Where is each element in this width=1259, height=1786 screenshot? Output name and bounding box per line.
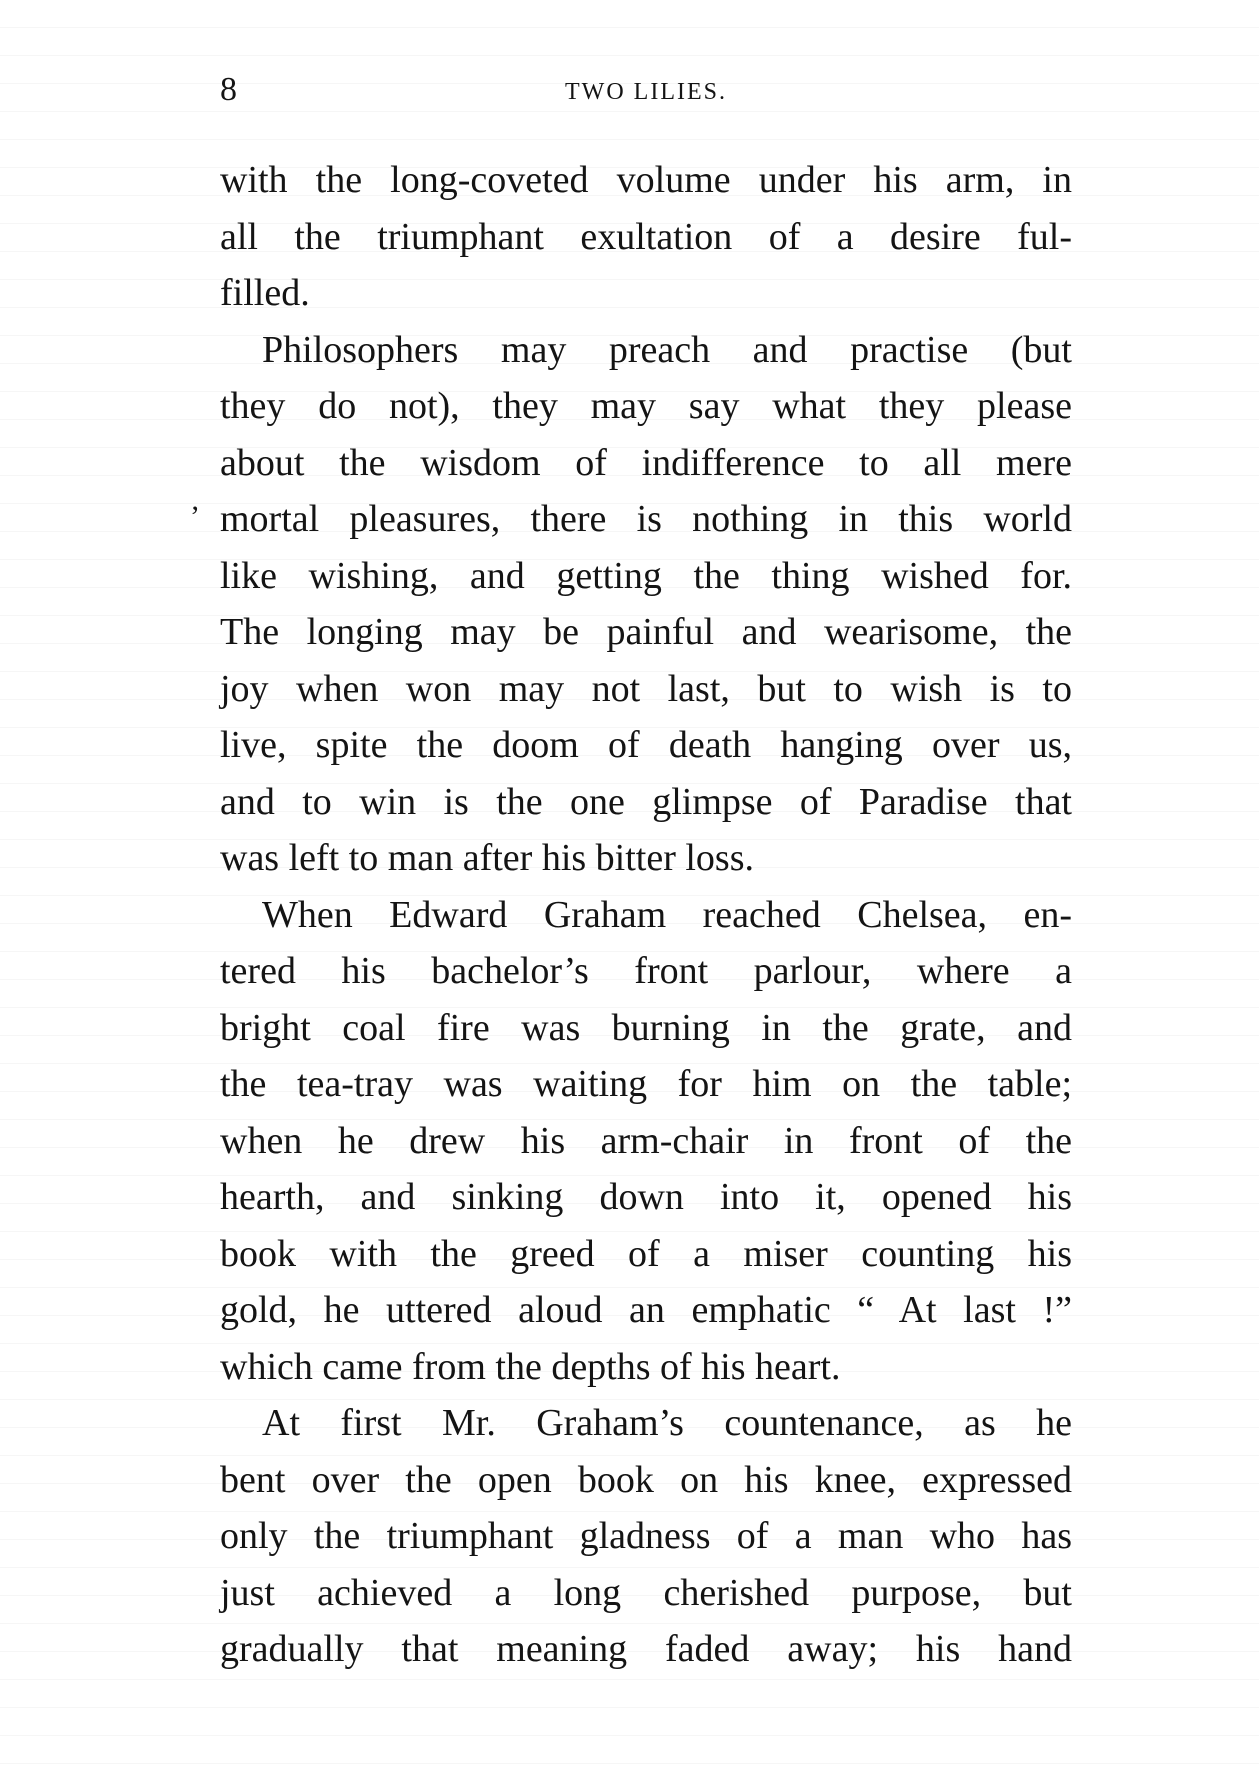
text-line: live, spite the doom of death hanging over us, [220, 724, 1072, 766]
page-number: 8 [220, 71, 237, 108]
text-line: hearth, and sinking down into it, opened his [220, 1176, 1072, 1218]
text-line: and to win is the one glimpse of Paradise that [220, 780, 1072, 823]
text-line: bent over the open book on his knee, expressed [220, 1458, 1072, 1501]
text-line: filled. [220, 272, 310, 314]
text-line: book with the greed of a miser counting his [220, 1232, 1072, 1275]
text-line: bright coal fire was burning in the grate, and [220, 1006, 1072, 1049]
text-line: When Edward Graham reached Chelsea, en- [262, 893, 1072, 936]
paragraph-4 [220, 1395, 1072, 1678]
text-line: was left to man after his bitter loss. [220, 837, 754, 879]
text-line: the tea-tray was waiting for him on the table; [220, 1063, 1072, 1105]
text-line: tered his bachelor’s front parlour, where a [220, 950, 1072, 992]
paragraph-2 [220, 322, 1072, 887]
text-line: all the triumphant exultation of a desire ful- [220, 215, 1072, 258]
body-text [220, 152, 1072, 1678]
text-line: The longing may be painful and wearisome, the [220, 611, 1072, 653]
margin-mark: ’ [190, 500, 200, 533]
text-line: joy when won may not last, but to wish is to [220, 667, 1072, 710]
text-line: mortal pleasures, there is nothing in this world [220, 498, 1072, 540]
text-line: which came from the depths of his heart. [220, 1345, 841, 1388]
page-header [220, 70, 1072, 110]
text-line: like wishing, and getting the thing wished for. [220, 554, 1072, 597]
text-line: gradually that meaning faded away; his hand [220, 1628, 1072, 1670]
text-line: about the wisdom of indifference to all mere [220, 441, 1072, 484]
text-line: At first Mr. Graham’s countenance, as he [262, 1402, 1072, 1444]
text-line: gold, he uttered aloud an emphatic “ At last !” [220, 1289, 1072, 1331]
paragraph-1 [220, 152, 1072, 322]
paragraph-3 [220, 887, 1072, 1396]
text-line: when he drew his arm-chair in front of the [220, 1119, 1072, 1162]
text-line: with the long-coveted volume under his arm, in [220, 159, 1072, 201]
text-line: Philosophers may preach and practise (but [262, 328, 1072, 371]
text-line: they do not), they may say what they please [220, 385, 1072, 427]
running-title: TWO LILIES. [565, 79, 727, 105]
text-line: just achieved a long cherished purpose, but [220, 1571, 1072, 1614]
text-line: only the triumphant gladness of a man who has [220, 1515, 1072, 1557]
